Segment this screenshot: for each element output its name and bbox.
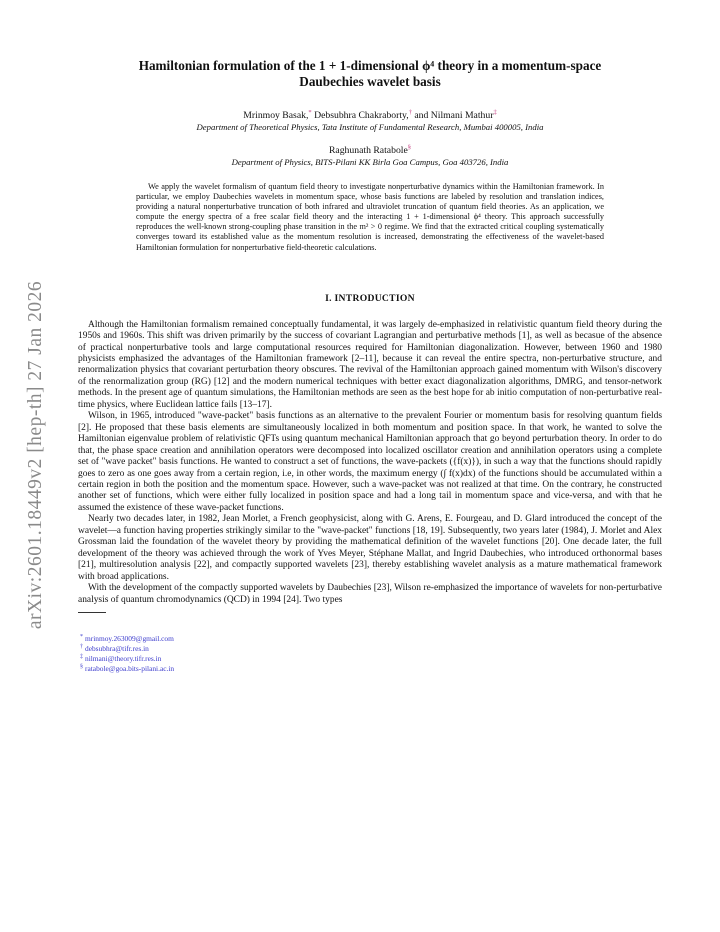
author-name: Mrinmoy Basak, bbox=[243, 110, 309, 121]
author-footnote-mark[interactable]: * bbox=[308, 108, 312, 116]
footnote: * mrinmoy.263009@gmail.com bbox=[80, 633, 174, 643]
paragraph: Although the Hamiltonian formalism remained conceptually fundamental, it was largely de-emphasized in relativistic quantum field theory during the 1950s and 1960s. This shift was driven primarily by the success of covariant Lagrangian and perturbative methods [1], as well as becasue of the absence of practical nonperturbative tools and large computational resources required for Hamiltonian diagonalization. However, between 1960 and 1980 physicists emphasized the advantages of the Hamiltonian framework [2–11], because it can reveal the entire spectra, non-perturbative structure, and renormalization physics that covariant perturbation theory obscures. The revival of the Hamiltonian approach gained momentum with Wilson's discovery of the renormalization group (RG) [12] and the modern numerical techniques with better exact diagonalization algorithms, DMRG, and tensor-network methods. In the present age of quantum simulations, the Hamiltonian methods are seen as the best hope for ab initio computation of non-perturbative real-time physics, where Euclidean lattice fails [13–17]. bbox=[78, 319, 662, 410]
email-link[interactable]: ratabole@goa.bits-pilani.ac.in bbox=[85, 663, 175, 673]
author-footnote-mark[interactable]: ‡ bbox=[493, 108, 497, 116]
email-link[interactable]: debsubhra@tifr.res.in bbox=[85, 643, 149, 653]
paragraph: With the development of the compactly supported wavelets by Daubechies [23], Wilson re-emphasized the importance of wavelets for non-perturbative analysis of quantum chromodynamics (QCD) in 1994 [24]. Two types bbox=[78, 583, 662, 605]
footnote: † debsubhra@tifr.res.in bbox=[80, 643, 149, 653]
email-link[interactable]: mrinmoy.263009@gmail.com bbox=[85, 633, 174, 643]
author-list bbox=[78, 110, 662, 122]
author-name: and Nilmani Mathur bbox=[411, 110, 494, 121]
author-name: Raghunath Ratabole bbox=[328, 145, 408, 156]
author-list bbox=[78, 145, 662, 157]
paper-page bbox=[78, 58, 662, 674]
author-name: Debsubhra Chakraborty, bbox=[311, 110, 409, 121]
section-body bbox=[78, 320, 662, 606]
author-footnote-mark[interactable]: † bbox=[408, 108, 412, 116]
arxiv-identifier: arXiv:2601.18449v2 [hep-th] 27 Jan 2026 bbox=[25, 280, 46, 630]
paper-title: Hamiltonian formulation of the 1 + 1-dimensional ϕ⁴ theory in a momentum-space Daubechies wavelet basis bbox=[138, 58, 602, 89]
section-heading: I. INTRODUCTION bbox=[325, 292, 415, 304]
footnote: ‡ nilmani@theory.tifr.res.in bbox=[80, 653, 162, 663]
paragraph: Nearly two decades later, in 1982, Jean Morlet, a French geophysicist, along with G. Arens, E. Fourgeau, and D. Glard introduced the concept of the wavelet—a function having properties strikingly similar to the "wave-packet" functions [18, 19]. Subsequently, two years later (1984), J. Morlet and Alex Grossman laid the foundation of the wavelet theory by providing the mathematical definition of the wavelet functions [20]. One decade later, the full development of the theory was achieved through the work of Yves Meyer, Stéphane Mallat, and Ingrid Daubechies, who introduced orthonormal bases [21], multiresolution analysis [22], and compactly supported wavelets [23], thereby establishing wavelet analysis as a mature mathematical framework with broad applications. bbox=[78, 514, 662, 582]
author-footnote-mark[interactable]: § bbox=[407, 143, 412, 151]
footnote-rule bbox=[78, 612, 106, 613]
footnotes bbox=[78, 634, 662, 674]
affiliation: Department of Physics, BITS-Pilani KK Birla Goa Campus, Goa 403726, India bbox=[231, 157, 509, 167]
affiliation: Department of Theoretical Physics, Tata Institute of Fundamental Research, Mumbai 400005, India bbox=[196, 122, 544, 132]
footnote: § ratabole@goa.bits-pilani.ac.in bbox=[80, 663, 175, 673]
abstract: We apply the wavelet formalism of quantum field theory to investigate nonperturbative dynamics within the Hamiltonian framework. In particular, we employ Daubechies wavelets in momentum space, whose basis functions are labeled by resolution and translation indices, providing a natural nonperturbative truncation of both infrared and ultraviolet truncation of quantum field theories. As an application, we compute the energy spectra of a free scalar field theory and the interacting 1 + 1-dimensional ϕ⁴ theory. This approach successfully reproduces the well-known strong-coupling phase transition in the m² > 0 regime. We find that the extracted critical coupling systematically converges toward its established value as the momentum resolution is increased, demonstrating the effectiveness of the wavelet-based Hamiltonian formulation for nonperturbative field-theoretic calculations. bbox=[136, 182, 604, 252]
email-link[interactable]: nilmani@theory.tifr.res.in bbox=[85, 653, 162, 663]
paragraph: Wilson, in 1965, introduced "wave-packet" basis functions as an alternative to the prevalent Fourier or momentum basis for resolving quantum fields [2]. He proposed that these basis elements are simultaneously localized in both momentum and position space. In that work, he wanted to solve the Hamiltonian eigenvalue problem of relativistic QFTs using quantum mechanical Hamiltonian approach that go beyond perturbation theory. In order to do that, the phase space creation and annihilation operators were decomposed into localized oscillator creation and annihilation operators using a complete set of "wave packet" basis functions. He wanted to construct a set of functions, the wave-packets ({f(x)}), in such a way that the functions should rapidly goes to zero as one goes away from a certain region, i.e, in other words, the maximum energy (∫ f(x)dx) of the functions should be accumulated within a certain region in both the position and the momentum space. However, such a wave-packet was not realized at that time. On the contrary, he constructed another set of functions, which were either fully localized in position space and had a long tail in momentum space and vice-versa, and with that he assumed the existence of these wave-packet functions. bbox=[78, 411, 662, 513]
